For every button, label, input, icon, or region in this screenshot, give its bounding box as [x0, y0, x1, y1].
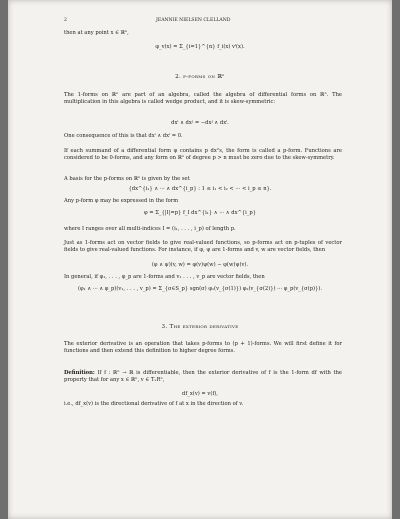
paragraph-algebra: The 1-forms on ℝⁿ are part of an algebra, called the algebra of differential forms on ℝⁿ. The multiplication in this algebra is called wedge product, and it is skew-symmetric:	[64, 92, 342, 105]
equation-df: df_x(v) = v(f),	[182, 391, 218, 397]
document-page	[8, 0, 392, 519]
equation-wedge-eval: (φ ∧ ψ)(v, w) = φ(v)ψ(w) − φ(w)ψ(v).	[151, 262, 249, 268]
paragraph-consequence: One consequence of this is that dxⁱ ∧ dxⁱ = 0.	[64, 133, 183, 139]
equation-permutation-sum: (φ₁ ∧ ··· ∧ φ_p)(v₁, . . . , v_p) = Σ_{σ∈S_p} sgn(σ) φ₁(v_{σ(1)}) φ₂(v_{σ(2)}) ··· φ_p(v_{σ(p)}).	[77, 286, 323, 292]
equation-basis: {dx^{i₁} ∧ ··· ∧ dx^{i_p} : 1 ≤ i₁ < i₂ < ··· < i_p ≤ n}.	[128, 186, 272, 192]
paragraph-multi-index: where I ranges over all multi-indices I = (i₁, . . . , i_p) of length p.	[64, 226, 236, 232]
equation-skew: dxⁱ ∧ dxʲ = −dxʲ ∧ dxⁱ.	[171, 120, 229, 126]
paragraph-exterior-derivative: The exterior derivative is an operation that takes p-forms to (p + 1)-forms. We will first define it for functions and then extend this definition to higher degree forms.	[64, 341, 342, 354]
equation-phi-v: φ_v(x) = Σ_{i=1}^{n} f_i(x) vⁱ(x).	[155, 44, 245, 50]
paragraph-p-form: If each summand of a differential form φ contains p dxⁱ's, the form is called a p-form. Functions are considered to be 0-forms, and any form on ℝⁿ of degree p > n must be zero due to the skew-symmetry.	[64, 148, 342, 161]
section-title-3: 3. The exterior derivative	[161, 324, 239, 330]
running-head: JEANNIE NIELSEN CLELLAND	[156, 18, 231, 23]
definition-block	[64, 370, 342, 384]
paragraph-general: In general, if φ₁, . . . , φ_p are 1-forms and v₁ . . . , v_p are vector fields, then	[64, 274, 265, 280]
definition-text: If f : ℝⁿ → ℝ is differentiable, then the exterior derivative of f is the 1-form df with the property that for any x ∈ ℝⁿ, v ∈ TₓRⁿ,	[64, 370, 342, 383]
definition-label: Definition:	[64, 370, 95, 376]
text-line: then at any point x ∈ ℝⁿ,	[64, 30, 129, 36]
equation-expansion: φ = Σ_{|I|=p} f_I dx^{i₁} ∧ ··· ∧ dx^{i_p}	[143, 210, 257, 216]
page-number: 2	[64, 18, 67, 23]
paragraph-act: Just as 1-forms act on vector fields to give real-valued functions, so p-forms act on p-tuples of vector fields to give real-valued functions. For instance, if φ, ψ are 1-forms and v, w are vector fields, then	[64, 240, 342, 253]
section-title-2: 2. p-forms on ℝⁿ	[175, 74, 225, 80]
paragraph-any-p-form: Any p-form φ may be expressed in the form	[64, 198, 179, 204]
paragraph-directional: i.e., df_x(v) is the directional derivative of f at x in the direction of v.	[64, 401, 244, 407]
paragraph-basis: A basis for the p-forms on ℝⁿ is given by the set	[64, 176, 190, 182]
